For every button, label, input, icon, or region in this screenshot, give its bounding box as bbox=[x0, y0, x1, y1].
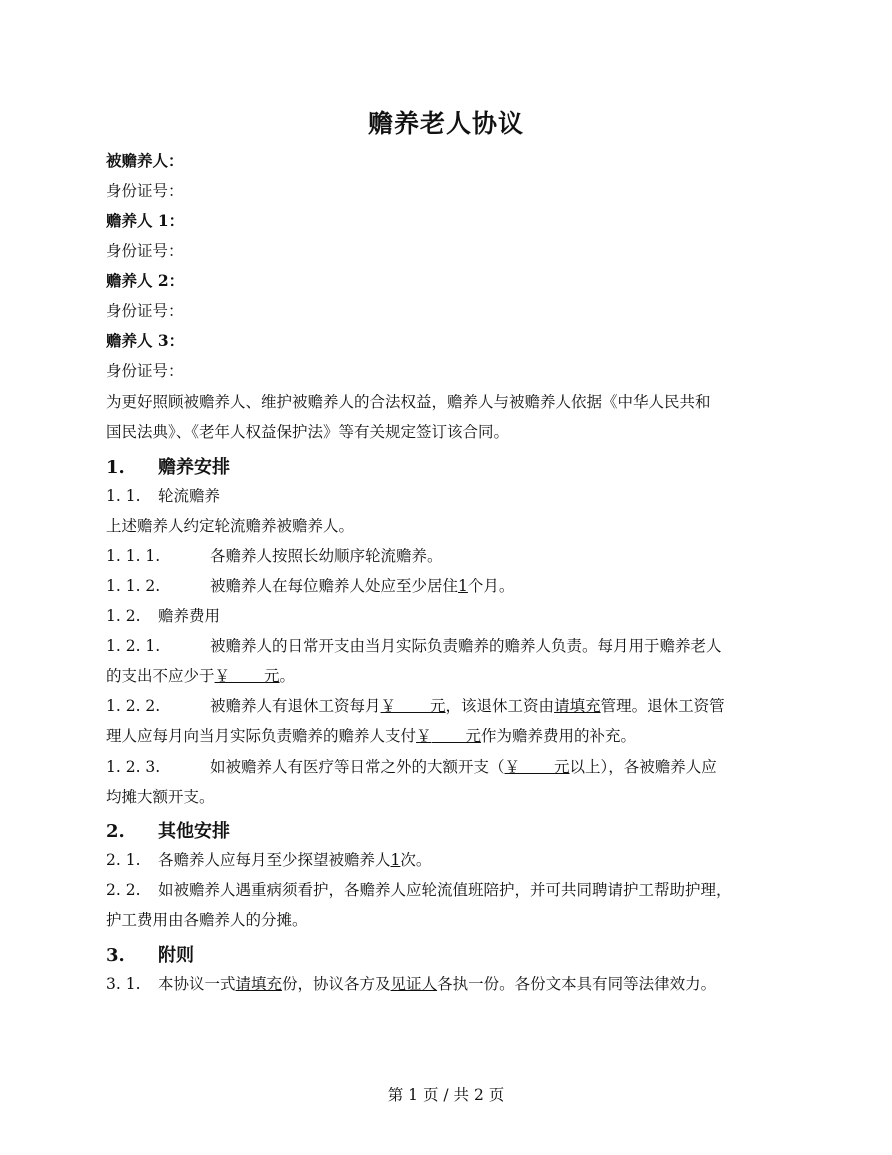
clause-text-tail: 个月。 bbox=[467, 577, 515, 595]
clause-text: 如被赡养人有医疗等日常之外的大额开支（ bbox=[210, 758, 505, 776]
clause-number: 1. 2. 1. bbox=[106, 637, 161, 655]
party-supporter-1-label: 赡养人 1： bbox=[106, 211, 185, 230]
fill-placeholder: 请填充 bbox=[235, 975, 283, 993]
party-supporter-3-id: 身份证号： bbox=[106, 362, 184, 380]
clause-number: 1. 1. bbox=[106, 487, 141, 505]
clause-number: 1. 1. 1. bbox=[106, 547, 161, 565]
party-supporter-3-label: 赡养人 3： bbox=[106, 331, 185, 350]
clause-text: 如被赡养人遇重病须看护，各赡养人应轮流值班陪护，并可共同聘请护工帮助护理， bbox=[158, 881, 732, 899]
clause-3-1 bbox=[106, 974, 716, 994]
clause-2-2-line-1 bbox=[106, 880, 732, 900]
clause-1-2-1-line-2 bbox=[106, 666, 295, 686]
clause-text-tail: 。 bbox=[279, 667, 296, 685]
clause-number: 3. 1. bbox=[106, 975, 141, 993]
clause-1-2-2-line-2 bbox=[106, 726, 636, 746]
clause-2-1 bbox=[106, 850, 431, 870]
currency-symbol: ￥ bbox=[380, 697, 397, 715]
clause-text: 被赡养人的日常开支由当月实际负责赡养的赡养人负责。每月用于赡养老人 bbox=[210, 637, 722, 655]
amount-blank bbox=[432, 728, 466, 743]
intro-line-2: 国民法典》、《老年人权益保护法》等有关规定签订该合同。 bbox=[106, 423, 510, 441]
party-elder-id: 身份证号： bbox=[106, 182, 184, 200]
visits-value: 1 bbox=[390, 851, 401, 869]
amount-field bbox=[505, 758, 570, 776]
clause-text: 各执一份。各份文本具有同等法律效力。 bbox=[437, 975, 717, 993]
section-title: 其他安排 bbox=[158, 821, 230, 842]
clause-number: 2. 2. bbox=[106, 881, 141, 899]
clause-title: 赡养费用 bbox=[158, 607, 221, 625]
amount-blank bbox=[230, 668, 264, 683]
section-number: 3. bbox=[106, 945, 125, 966]
clause-1-2-3-line-2: 均摊大额开支。 bbox=[106, 788, 215, 806]
page-title: 赡养老人协议 bbox=[367, 109, 524, 138]
amount-field bbox=[416, 727, 481, 745]
section-title: 附则 bbox=[158, 945, 194, 966]
clause-1-1-heading bbox=[106, 486, 220, 506]
clause-1-2-heading bbox=[106, 606, 220, 626]
clause-1-1-text: 上述赡养人约定轮流赡养被赡养人。 bbox=[106, 517, 355, 535]
currency-symbol: ￥ bbox=[504, 758, 521, 776]
clause-number: 2. 1. bbox=[106, 851, 141, 869]
clause-text: 以上），各被赡养人应 bbox=[569, 758, 717, 776]
section-number: 1. bbox=[106, 457, 125, 478]
clause-text: 被赡养人在每位赡养人处应至少居住 bbox=[210, 577, 459, 595]
clause-number: 1. 2. bbox=[106, 607, 141, 625]
section-title: 赡养安排 bbox=[158, 457, 230, 478]
clause-text: 作为赡养费用的补充。 bbox=[481, 727, 637, 745]
party-supporter-2-id: 身份证号： bbox=[106, 302, 184, 320]
clause-2-2-line-2: 护工费用由各赡养人的分摊。 bbox=[106, 911, 308, 929]
clause-text: 份，协议各方及 bbox=[282, 975, 391, 993]
clause-text: 各赡养人按照长幼顺序轮流赡养。 bbox=[210, 547, 443, 565]
section-number: 2. bbox=[106, 821, 125, 842]
clause-text: 管理。退休工资管 bbox=[600, 697, 725, 715]
amount-field bbox=[381, 697, 446, 715]
clause-text: 各赡养人应每月至少探望被赡养人 bbox=[158, 851, 391, 869]
clause-number: 1. 2. 3. bbox=[106, 758, 161, 776]
clause-text: ，该退休工资由 bbox=[445, 697, 555, 715]
party-supporter-1-id: 身份证号： bbox=[106, 242, 184, 260]
currency-unit: 元 bbox=[430, 697, 446, 715]
clause-1-1-2 bbox=[106, 576, 514, 596]
section-3-heading bbox=[106, 941, 194, 967]
amount-blank bbox=[396, 698, 430, 713]
clause-number: 1. 2. 2. bbox=[106, 697, 161, 715]
clause-1-2-3-line-1 bbox=[106, 757, 717, 777]
clause-text: 理人应每月向当月实际负责赡养的赡养人支付 bbox=[106, 727, 417, 745]
party-supporter-2-label: 赡养人 2： bbox=[106, 271, 185, 290]
clause-title: 轮流赡养 bbox=[158, 487, 221, 505]
section-2-heading bbox=[106, 817, 230, 843]
currency-symbol: ￥ bbox=[416, 727, 432, 745]
clause-text: 的支出不应少于 bbox=[106, 667, 215, 685]
currency-symbol: ￥ bbox=[214, 667, 231, 685]
fill-placeholder: 请填充 bbox=[554, 697, 601, 715]
witness-link: 见证人 bbox=[390, 975, 438, 993]
clause-text-tail: 次。 bbox=[400, 851, 432, 869]
amount-blank bbox=[520, 759, 554, 774]
clause-number: 1. 1. 2. bbox=[106, 577, 161, 595]
section-1-heading bbox=[106, 453, 230, 479]
currency-unit: 元 bbox=[465, 727, 482, 745]
clause-1-2-2-line-1 bbox=[106, 696, 725, 716]
currency-unit: 元 bbox=[264, 667, 280, 685]
clause-text: 被赡养人有退休工资每月 bbox=[210, 697, 381, 715]
clause-1-1-1 bbox=[106, 546, 443, 566]
clause-text: 本协议一式 bbox=[158, 975, 236, 993]
clause-1-2-1-line-1 bbox=[106, 636, 722, 656]
months-value: 1 bbox=[458, 577, 468, 595]
party-elder-label: 被赡养人： bbox=[106, 151, 184, 170]
currency-unit: 元 bbox=[554, 758, 570, 776]
amount-field bbox=[215, 667, 280, 685]
page-footer: 第 1 页 / 共 2 页 bbox=[387, 1086, 505, 1104]
intro-line-1: 为更好照顾被赡养人、维护被赡养人的合法权益，赡养人与被赡养人依据《中华人民共和 bbox=[106, 393, 711, 411]
